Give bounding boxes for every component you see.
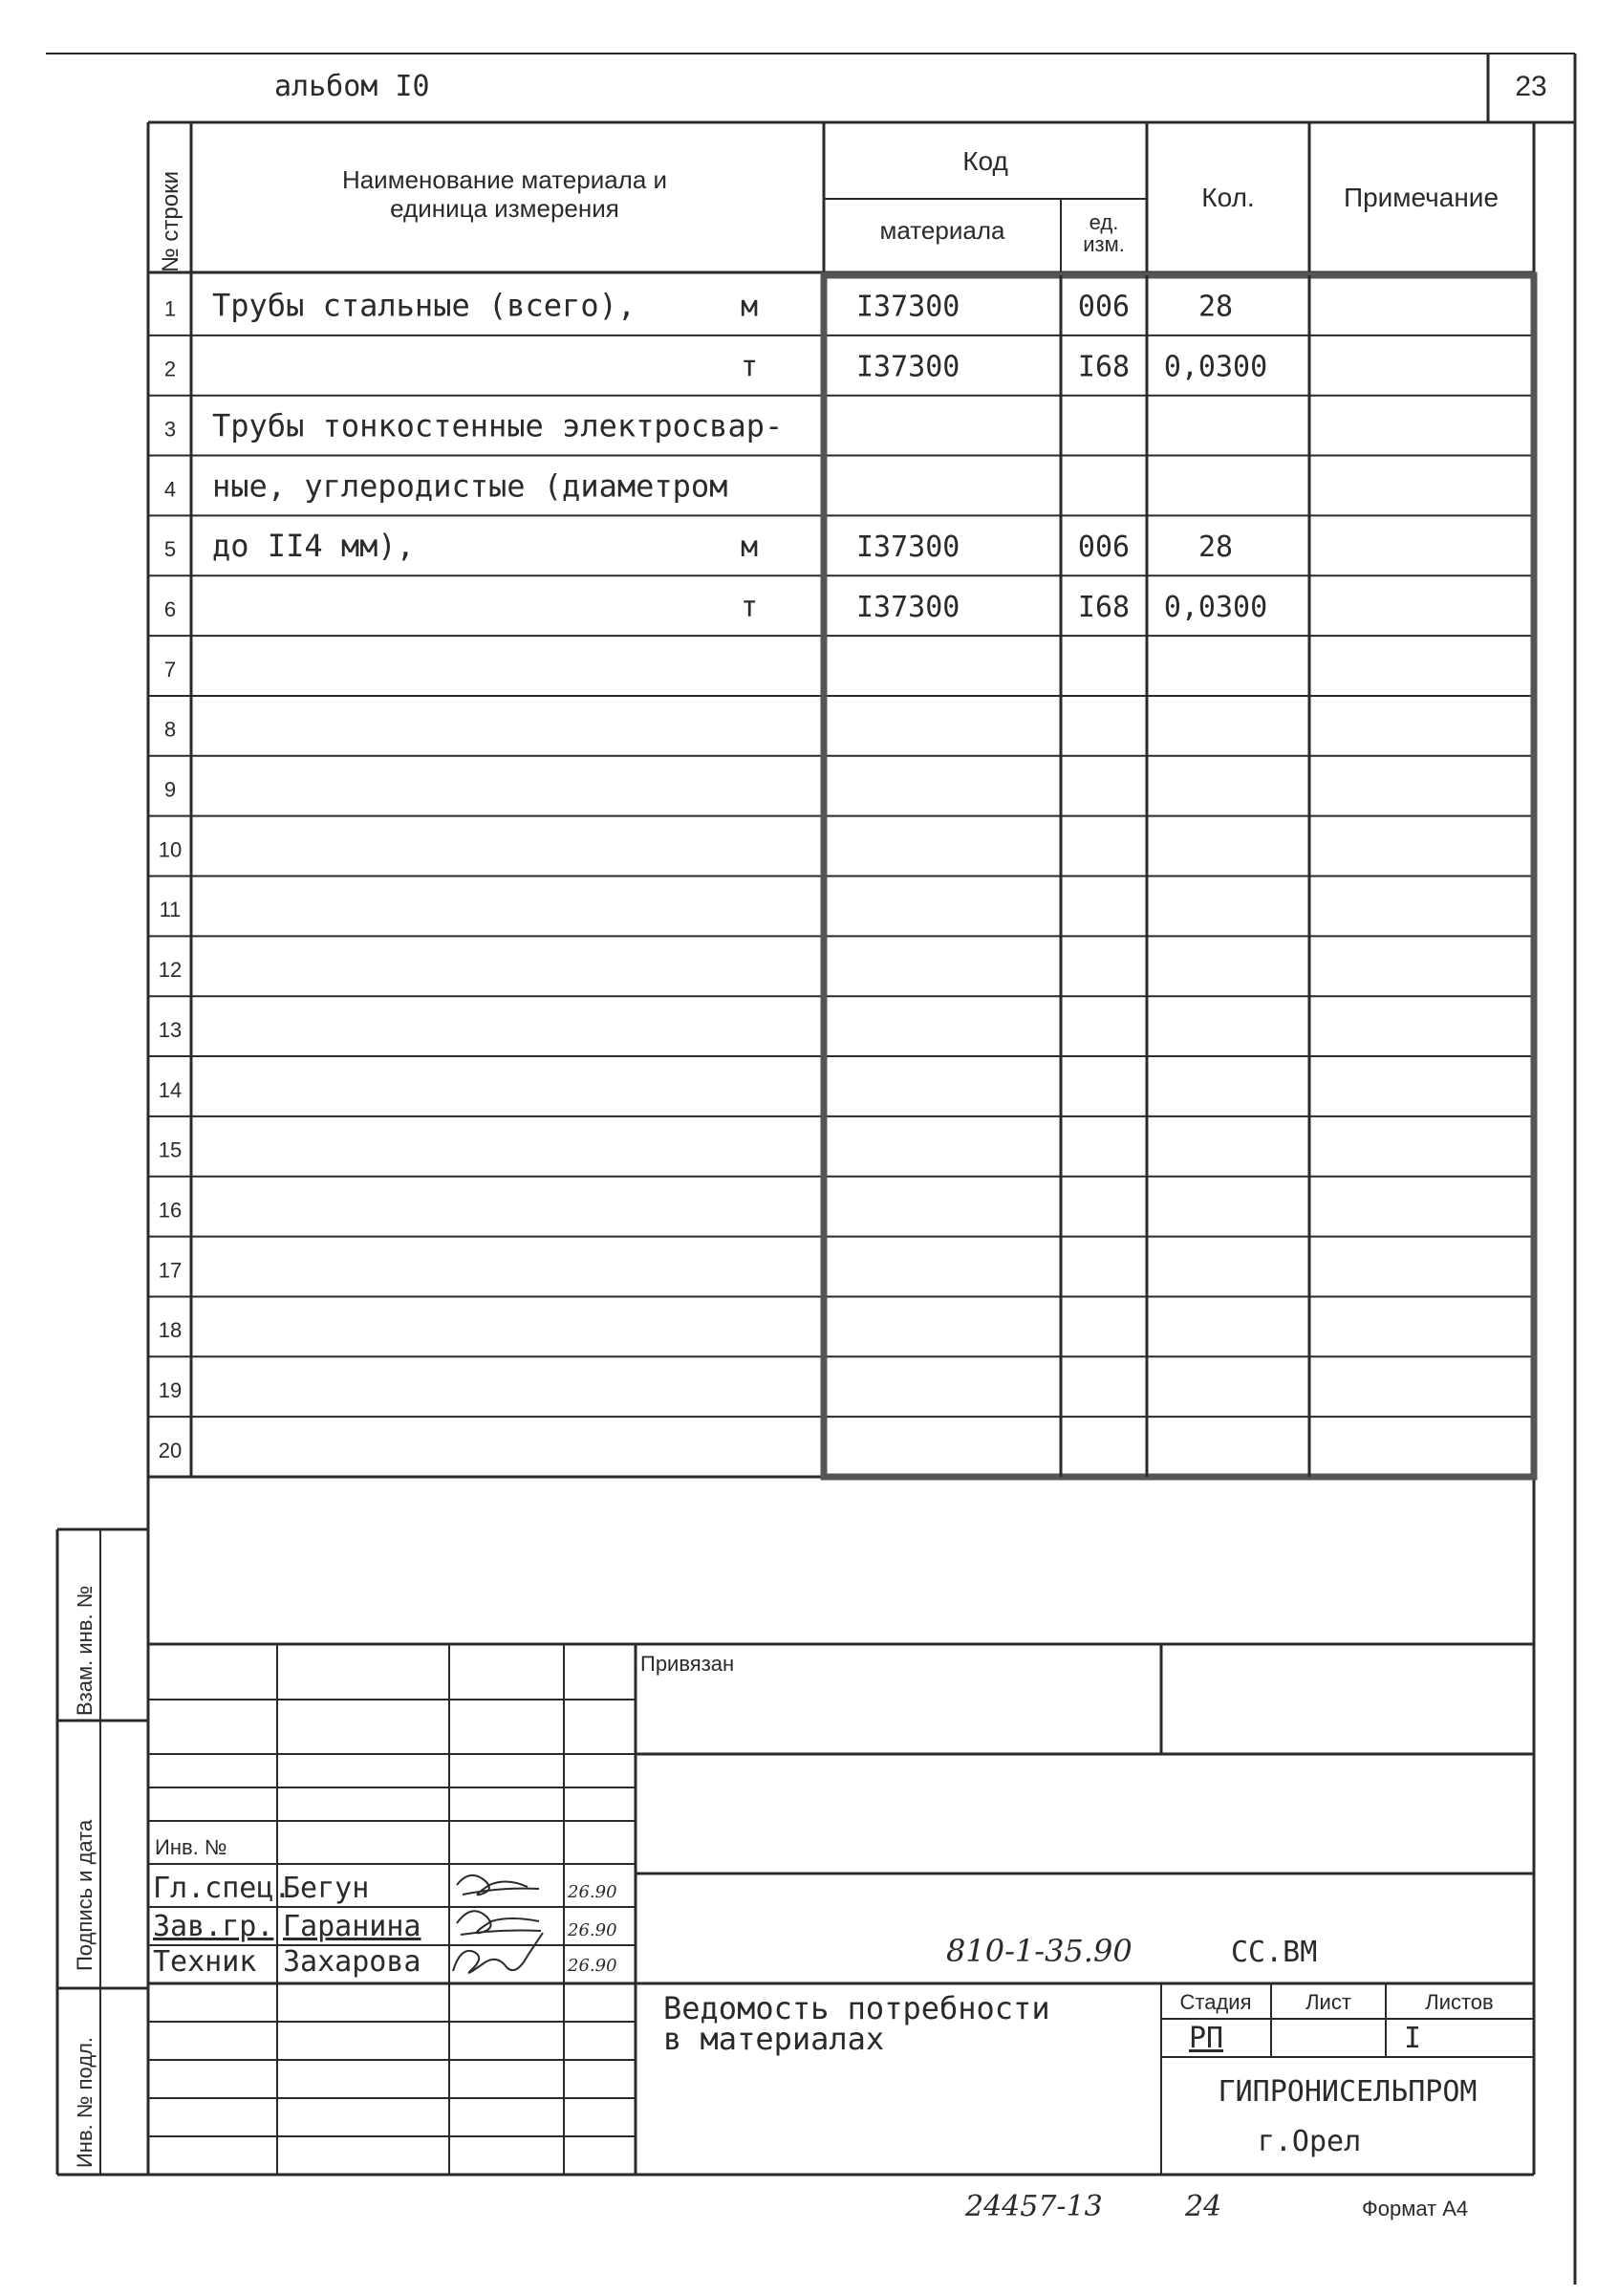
signature-name-1: Бегун xyxy=(283,1872,370,1905)
row-number-header: № строки xyxy=(158,170,183,272)
table-row xyxy=(159,1258,182,1282)
material-name: Трубы стальные (всего), xyxy=(212,287,636,324)
stage-label: Стадия xyxy=(1179,1990,1252,2014)
unit-code-header-line2: изм. xyxy=(1083,232,1125,256)
row-number: 17 xyxy=(158,1258,183,1283)
footer-format: Формат А4 xyxy=(1362,2197,1469,2220)
outer-frame xyxy=(46,54,1575,2285)
table-row xyxy=(164,288,1233,324)
table-row xyxy=(164,467,728,504)
row-number: 13 xyxy=(158,1017,183,1042)
unit-name: м xyxy=(740,290,759,324)
row-number: 18 xyxy=(158,1318,183,1343)
name-header-line1: Наименование материала и xyxy=(341,165,668,194)
signature-role-1: Гл.спец. xyxy=(153,1872,291,1905)
sheets-value: I xyxy=(1403,2022,1422,2055)
material-code: I37300 xyxy=(856,590,960,624)
table-row xyxy=(159,1378,182,1402)
table-row xyxy=(164,407,783,444)
table-row xyxy=(159,1018,182,1042)
unit-name: т xyxy=(740,350,759,384)
document-title-line2: в материалах xyxy=(663,2021,885,2057)
document-code: 810-1-35.90 xyxy=(946,1933,1133,1969)
row-number: 5 xyxy=(163,537,177,562)
inv-podl-label: Инв. № подл. xyxy=(73,2036,97,2168)
sheet-label: Лист xyxy=(1305,1990,1351,2014)
podpis-data-label: Подпись и дата xyxy=(73,1819,97,1971)
inv-no-label: Инв. № xyxy=(155,1835,227,1859)
quantity: 28 xyxy=(1197,290,1234,324)
note-header: Примечание xyxy=(1343,183,1499,212)
footer-inventory-number: 24457-13 xyxy=(965,2190,1103,2223)
signature-scribble-1 xyxy=(457,1875,539,1895)
row-number: 10 xyxy=(158,837,183,862)
sheets-label: Листов xyxy=(1425,1990,1494,2014)
row-number: 9 xyxy=(163,777,177,802)
material-name: ные, углеродистые (диаметром xyxy=(212,467,728,505)
row-number: 8 xyxy=(163,717,177,742)
side-stamp xyxy=(57,1529,148,2175)
table-row xyxy=(164,591,1267,624)
table-rows xyxy=(159,288,1267,1462)
page-number: 23 xyxy=(1515,71,1547,102)
unit-code: 006 xyxy=(1077,531,1131,565)
unit-name: т xyxy=(740,590,759,624)
material-code-header: материала xyxy=(879,216,1005,245)
row-number: 4 xyxy=(163,477,177,502)
material-name: до II4 мм), xyxy=(212,528,415,565)
vzam-inv-label: Взам. инв. № xyxy=(73,1585,97,1716)
table-row xyxy=(160,898,182,921)
unit-code: I68 xyxy=(1077,590,1131,624)
code-header: Код xyxy=(962,146,1008,176)
table-row xyxy=(159,1198,182,1222)
material-name: Трубы тонкостенные электросвар- xyxy=(212,407,784,444)
row-number: 11 xyxy=(159,898,182,922)
organization-city: г.Орел xyxy=(1257,2125,1362,2158)
signature-date-2: 26.90 xyxy=(568,1920,617,1940)
signature-date-1: 26.90 xyxy=(568,1882,617,1902)
table-row xyxy=(159,1439,182,1462)
row-number: 7 xyxy=(163,657,177,682)
material-code: I37300 xyxy=(856,531,960,565)
signature-name-3: Захарова xyxy=(283,1945,421,1979)
album-label: альбом I0 xyxy=(274,70,430,103)
organization-name: ГИПРОНИСЕЛЬПРОМ xyxy=(1218,2075,1478,2109)
row-number: 2 xyxy=(163,357,177,381)
title-block xyxy=(148,1644,1534,2175)
document-title-line1: Ведомость потребности xyxy=(663,1990,1050,2026)
unit-code: 006 xyxy=(1077,290,1131,324)
table-row xyxy=(164,718,176,742)
table-row xyxy=(159,1318,182,1342)
table-row xyxy=(164,351,1267,384)
table-row-lines xyxy=(148,336,1534,1477)
unit-code-header-line1: ед. xyxy=(1089,210,1119,234)
table-row xyxy=(164,778,176,802)
signature-role-2: Зав.гр. xyxy=(153,1910,274,1943)
row-number: 20 xyxy=(158,1438,183,1462)
table-row xyxy=(159,1138,182,1162)
material-code: I37300 xyxy=(856,290,960,324)
table-row xyxy=(164,528,1233,564)
document-code-suffix: СС.ВМ xyxy=(1231,1936,1318,1969)
footer-copy-number: 24 xyxy=(1185,2190,1222,2223)
signature-scribble-2 xyxy=(457,1911,541,1935)
signature-name-2: Гаранина xyxy=(283,1910,421,1943)
name-header-line2: единица измерения xyxy=(390,194,619,223)
signature-role-3: Техник xyxy=(153,1945,257,1979)
quantity: 28 xyxy=(1197,531,1234,565)
signature-date-3: 26.90 xyxy=(568,1956,617,1976)
material-code: I37300 xyxy=(856,350,960,384)
signature-scribble-3 xyxy=(453,1933,543,1973)
row-number: 16 xyxy=(158,1198,183,1223)
unit-name: м xyxy=(740,531,759,565)
unit-code: I68 xyxy=(1077,350,1131,384)
quantity-header: Кол. xyxy=(1201,183,1255,212)
table-row xyxy=(159,958,182,982)
row-number: 15 xyxy=(158,1137,183,1162)
quantity: 0,0300 xyxy=(1163,590,1268,624)
row-number: 3 xyxy=(163,417,177,442)
table-row xyxy=(159,1078,182,1102)
row-number: 6 xyxy=(163,596,177,621)
table-header xyxy=(148,122,1534,1477)
row-number: 14 xyxy=(158,1077,183,1102)
row-number: 1 xyxy=(163,296,177,321)
table-row xyxy=(164,658,176,682)
privyazan-label: Привязан xyxy=(640,1652,735,1676)
stage-value: РП xyxy=(1188,2022,1224,2055)
table-row xyxy=(159,837,182,861)
quantity: 0,0300 xyxy=(1163,350,1268,384)
row-number: 19 xyxy=(158,1378,183,1403)
row-number: 12 xyxy=(158,958,183,983)
